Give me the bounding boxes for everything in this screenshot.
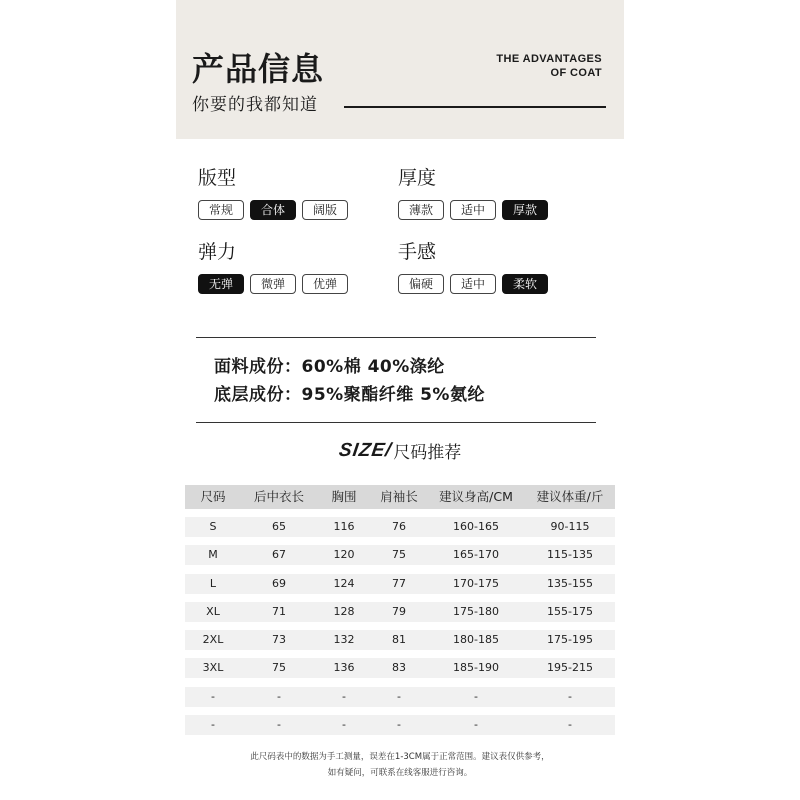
feel-option-soft: 柔软 — [502, 274, 548, 294]
table-row — [185, 602, 615, 622]
table-row — [185, 687, 615, 707]
table-cell: 175-180 — [453, 604, 499, 618]
english-tagline — [496, 52, 602, 80]
table-cell: 65 — [272, 520, 286, 533]
header-panel — [176, 0, 624, 139]
table-row — [185, 574, 615, 594]
table-cell: 83 — [392, 661, 406, 675]
divider-top — [196, 337, 596, 338]
table-cell: 165-170 — [453, 548, 499, 562]
tagline-line-2: OF COAT — [550, 67, 602, 79]
attr-fit — [198, 166, 348, 220]
table-row — [185, 630, 615, 650]
table-cell: 116 — [333, 520, 355, 533]
header-cell: 建议身高/CM — [439, 489, 513, 504]
table-cell: 67 — [272, 548, 286, 562]
table-cell: 71 — [272, 604, 286, 618]
header-cell: 肩袖长 — [380, 489, 418, 504]
table-cell: 69 — [272, 576, 286, 590]
attr-hand-feel-title: 手感 — [398, 241, 437, 263]
table-cell: 180-185 — [453, 633, 499, 647]
attr-fit-title: 版型 — [198, 167, 237, 189]
table-cell: - — [211, 718, 215, 732]
header-cell: 建议体重/斤 — [536, 489, 604, 504]
feel-option-medium: 适中 — [450, 274, 496, 294]
table-cell: - — [397, 689, 401, 703]
fabric-outer: 面料成份：60%棉 40%涤纶 — [214, 357, 445, 377]
table-cell: 73 — [272, 633, 286, 647]
elasticity-option-good: 优弹 — [302, 274, 348, 294]
table-cell: - — [277, 718, 281, 732]
fit-option-fitted: 合体 — [250, 200, 296, 220]
table-row — [185, 658, 615, 678]
attr-thickness — [398, 166, 548, 220]
elasticity-option-slight: 微弹 — [250, 274, 296, 294]
table-cell: 79 — [392, 604, 406, 618]
table-cell: 77 — [392, 576, 406, 590]
table-cell: 120 — [333, 548, 355, 562]
elasticity-option-none: 无弹 — [198, 274, 244, 294]
table-header-row — [185, 485, 615, 509]
tagline-line-1: THE ADVANTAGES — [496, 53, 602, 65]
thickness-option-thick: 厚款 — [502, 200, 548, 220]
table-cell: 3XL — [202, 661, 224, 675]
size-section-title: 尺码推荐 — [393, 443, 462, 463]
table-cell: 76 — [392, 520, 406, 533]
table-cell: - — [474, 718, 478, 732]
size-section-heading — [176, 438, 624, 463]
divider-bottom — [196, 422, 596, 423]
thickness-option-thin: 薄款 — [398, 200, 444, 220]
table-row — [185, 517, 615, 537]
table-cell: 90-115 — [550, 520, 590, 533]
table-cell: 155-175 — [547, 604, 593, 618]
table-cell: - — [342, 718, 346, 732]
table-cell: 2XL — [202, 633, 224, 647]
table-cell: M — [208, 548, 218, 562]
size-logo: SIZE/ — [337, 439, 393, 461]
attr-hand-feel — [398, 240, 548, 294]
fit-option-regular: 常规 — [198, 200, 244, 220]
table-cell: L — [209, 576, 217, 590]
table-cell: 81 — [392, 633, 406, 647]
page-title: 产品信息 — [192, 50, 325, 88]
fabric-lining: 底层成份：95%聚酯纤维 5%氨纶 — [214, 385, 485, 405]
table-cell: S — [209, 520, 217, 533]
table-cell: 170-175 — [453, 576, 499, 590]
table-cell: 132 — [333, 633, 355, 647]
page-subtitle: 你要的我都知道 — [192, 95, 318, 115]
table-cell: - — [397, 718, 401, 732]
header-cell: 胸围 — [331, 489, 357, 504]
fit-option-loose: 阔版 — [302, 200, 348, 220]
table-cell: XL — [206, 604, 220, 618]
table-cell: - — [568, 689, 572, 703]
product-info-card — [176, 0, 624, 800]
table-cell: 128 — [333, 604, 355, 618]
table-cell: - — [568, 718, 572, 732]
header-divider — [344, 106, 606, 108]
table-cell: - — [211, 689, 215, 703]
size-table — [185, 485, 615, 743]
footnote-line-1: 此尺码表中的数据为手工测量，误差在1-3CM属于正常范围。建议表仅供参考， — [250, 752, 550, 762]
table-cell: 160-165 — [453, 520, 499, 533]
table-cell: 195-215 — [547, 661, 593, 675]
table-cell: 115-135 — [547, 548, 593, 562]
attr-elasticity-title: 弹力 — [198, 241, 237, 263]
table-cell: - — [277, 689, 281, 703]
table-cell: 175-195 — [547, 633, 593, 647]
feel-option-firm: 偏硬 — [398, 274, 444, 294]
table-cell: 136 — [333, 661, 355, 675]
attr-elasticity — [198, 240, 348, 294]
header-cell: 后中衣长 — [253, 489, 304, 504]
table-cell: - — [342, 689, 346, 703]
table-row — [185, 545, 615, 565]
table-cell: 124 — [333, 576, 355, 590]
table-cell: 135-155 — [547, 576, 593, 590]
thickness-option-medium: 适中 — [450, 200, 496, 220]
table-cell: - — [474, 689, 478, 703]
table-cell: 185-190 — [453, 661, 499, 675]
table-row — [185, 715, 615, 735]
table-cell: 75 — [392, 548, 406, 562]
attr-thickness-title: 厚度 — [398, 167, 437, 189]
header-cell: 尺码 — [200, 489, 226, 504]
table-cell: 75 — [272, 661, 286, 675]
footnote-line-2: 如有疑问，可联系在线客服进行咨询。 — [327, 768, 473, 778]
